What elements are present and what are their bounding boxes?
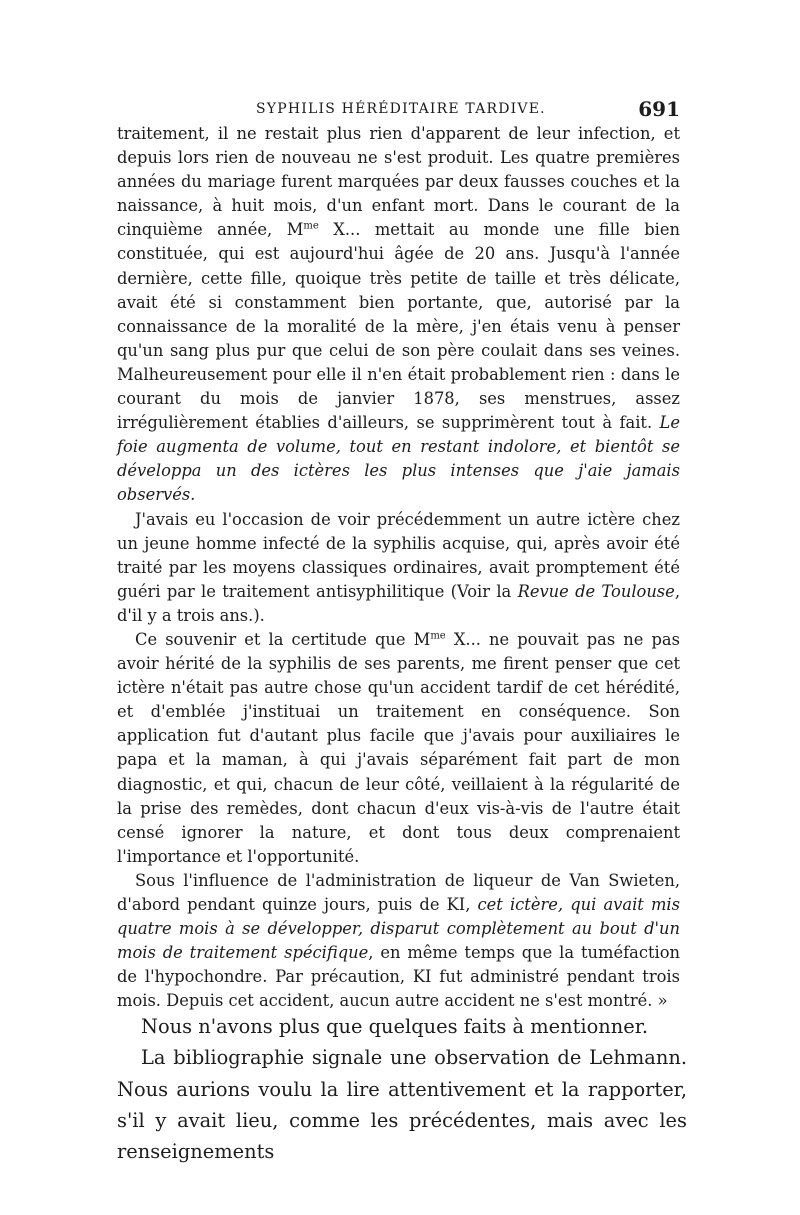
paragraph-1-italic: Le foie augmenta de volume, tout en restant indolore, et bientôt se développa un des ictères les plus intenses que j'aie jamais observés.: [117, 413, 680, 505]
paragraph-3-text-a: Ce souvenir et la certitude que M: [135, 629, 431, 649]
paragraph-2-text-a: J'avais eu l'occasion de voir précédemment un autre ictère chez un jeune homme infecté de la syphilis acquise, qui, après avoir été traité par les moyens classiques ordinaires, avait promptement été guéri par le traitement antisyphilitique (Voir la: [117, 509, 680, 601]
paragraph-4-italic: cet ictère, qui avait mis quatre mois à se développer, disparut complètement au bout d'un mois de traitement spécifique: [117, 895, 680, 963]
paragraph-2-text-b: , d'il y a trois ans.).: [117, 581, 680, 625]
paragraph-3-sup: me: [430, 630, 446, 642]
running-header: [117, 97, 680, 123]
paragraph-1-text-b: X... mettait au monde une fille bien constituée, qui est aujourd'hui âgée de 20 ans. Jusqu'à l'année dernière, cette fille, quoique très petite de taille et très délicate, avait été si constamment bien portante, que, autorisé par la connaissance de la moralité de la mère, j'en étais venu à penser qu'un sang plus pur que celui de son père coulait dans ses veines. Malheureusement pour elle il n'en était probablement rien : dans le courant du mois de janvier 1878, ses menstrues, assez irrégulièrement établies d'ailleurs, se supprimèrent tout à fait.: [117, 220, 681, 433]
paragraph-4: [117, 869, 680, 1014]
paragraph-1: [117, 122, 680, 508]
paragraph-4-text-a: Sous l'influence de l'administration de liqueur de Van Swieten, d'abord pendant quinze jours, puis de KI,: [117, 870, 680, 914]
quoted-observation: [117, 122, 680, 1013]
paragraph-4-text-b: , en même temps que la tuméfaction de l'hypochondre. Par précaution, KI fut administré pendant trois mois. Depuis cet accident, aucun autre accident ne s'est montré. »: [117, 943, 680, 1011]
paragraph-2: [117, 508, 680, 628]
main-text: [117, 1011, 687, 1167]
paragraph-5: Nous n'avons plus que quelques faits à mentionner.: [141, 1015, 649, 1038]
running-title: SYPHILIS HÉRÉDITAIRE TARDIVE.: [256, 101, 546, 117]
paragraph-6: La bibliographie signale une observation de Lehmann. Nous aurions voulu la lire attentivement et la rapporter, s'il y avait lieu, comme les précédentes, mais avec les renseignements: [117, 1046, 687, 1164]
paragraph-3: [117, 628, 680, 869]
paragraph-1-text-a: traitement, il ne restait plus rien d'apparent de leur infection, et depuis lors rien de nouveau ne s'est produit. Les quatre premières années du mariage furent marquées par deux fausses couches et la naissance, à huit mois, d'un enfant mort. Dans le courant de la cinquième année, M: [117, 124, 680, 240]
paragraph-3-text-b: X... ne pouvait pas ne pas avoir hérité de la syphilis de ses parents, me firent penser que cet ictère n'était pas autre chose qu'un accident tardif de cet hérédité, et d'emblée j'instituai un traitement en conséquence. Son application fut d'autant plus facile que j'avais pour auxiliaires le papa et la maman, à qui j'avais séparément fait part de mon diagnostic, et qui, chacun de leur côté, veillaient à la régularité de la prise des remèdes, dont chacun d'eux vis-à-vis de l'autre était censé ignorer la nature, et dont tous deux comprenaient l'importance et l'opportunité.: [117, 629, 680, 866]
paragraph-1-sup: me: [303, 220, 319, 232]
page-number: 691: [638, 97, 680, 121]
paragraph-2-journal: Revue de Toulouse: [517, 581, 675, 601]
